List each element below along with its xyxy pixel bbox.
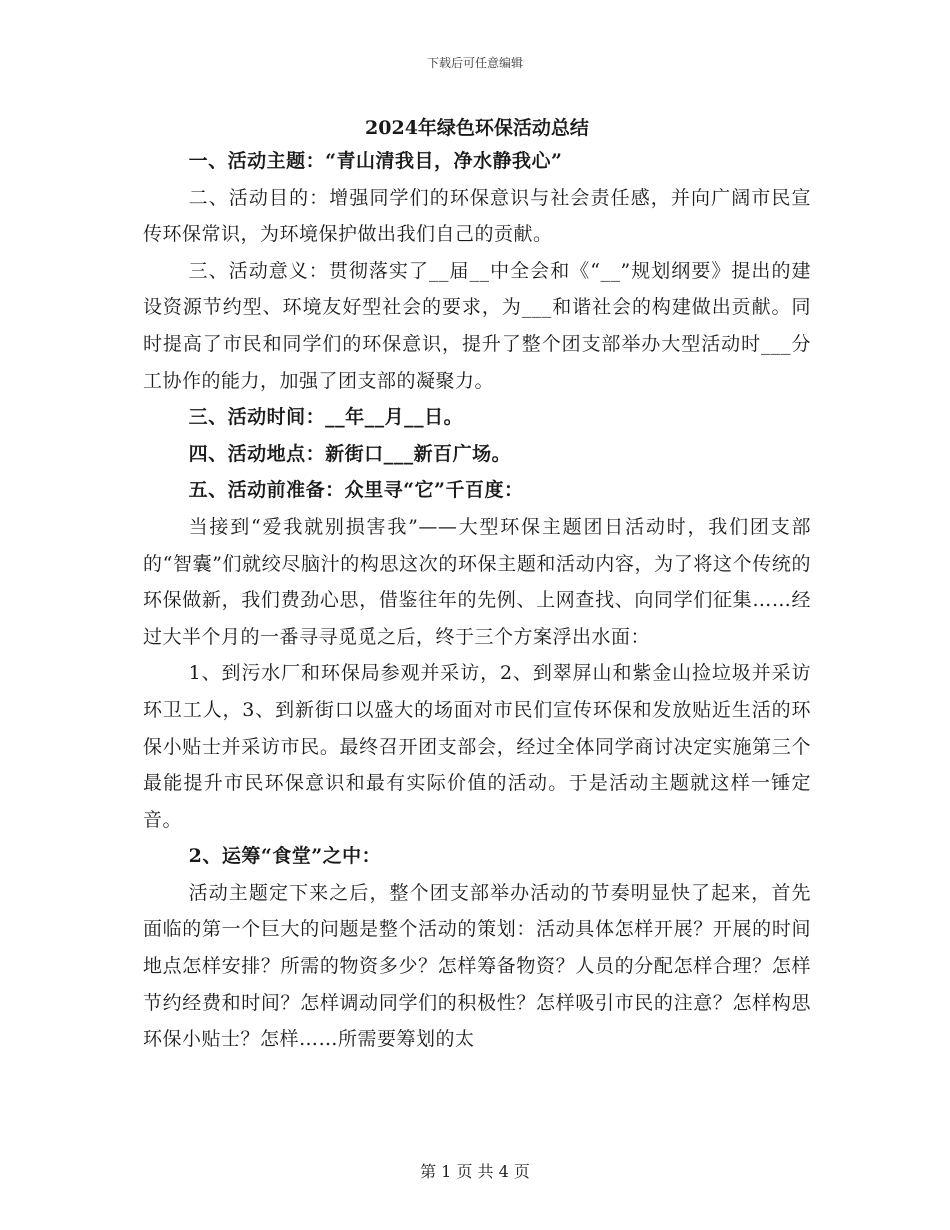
paragraph-time: 三、活动时间：__年__月__日。 [188,406,464,429]
header-note: 下载后可任意编辑 [426,56,523,70]
paragraph-purpose: 二、活动目的：增强同学们的环保意识与社会责任感，并向广阔市民宣传环保常识，为环境保护做出我们自己的贡献。 [143,186,811,246]
paragraph-planning-body: 活动主题定下来之后，整个团支部举办活动的节奏明显快了起来，首先面临的第一个巨大的问题是整个活动的策划：活动具体怎样开展？开展的时间地点怎样安排？所需的物资多少？怎样筹备物资？人员的分配怎样合理？怎样节约经费和时间？怎样调动同学们的积极性？怎样吸引市民的注意？怎样构思环保小贴士？怎样……所需要筹划的太 [143,881,811,1051]
paragraph-planning-heading: 2、运筹“食堂”之中： [188,845,382,868]
document-title: 2024年绿色环保活动总结 [365,117,589,139]
paragraph-preparation-heading: 五、活动前准备：众里寻“它”千百度： [188,479,524,502]
paragraph-theme: 一、活动主题：“青山清我目，净水静我心” [188,150,563,172]
document-body [143,113,811,1058]
paragraph-plans: 1、到污水厂和环保局参观并采访，2、到翠屏山和紫金山捡垃圾并采访环卫工人，3、到新街口以盛大的场面对市民们宣传环保和发放贴近生活的环保小贴士并采访市民。最终召开团支部会，经过全体同学商讨决定实施第三个最能提升市民环保意识和最有实际价值的活动。于是活动主题就这样一锤定音。 [143,662,811,831]
paragraph-significance: 三、活动意义：贯彻落实了__届__中全会和《“__”规划纲要》提出的建设资源节约型、环境友好型社会的要求，为___和谐社会的构建做出贡献。同时提高了市民和同学们的环保意识，提升了整个团支部举办大型活动时___分工协作的能力，加强了团支部的凝聚力。 [143,259,811,392]
paragraph-preparation-body: 当接到“爱我就别损害我”——大型环保主题团日活动时，我们团支部的“智囊”们就绞尽脑汁的构思这次的环保主题和活动内容，为了将这个传统的环保做新，我们费劲心思，借鉴往年的先例、上网查找、向同学们征集……经过大半个月的一番寻寻觅觅之后，终于三个方案浮出水面： [143,515,811,648]
paragraph-location: 四、活动地点：新街口___新百广场。 [188,442,512,465]
page-number: 第 1 页 共 4 页 [420,1162,530,1181]
